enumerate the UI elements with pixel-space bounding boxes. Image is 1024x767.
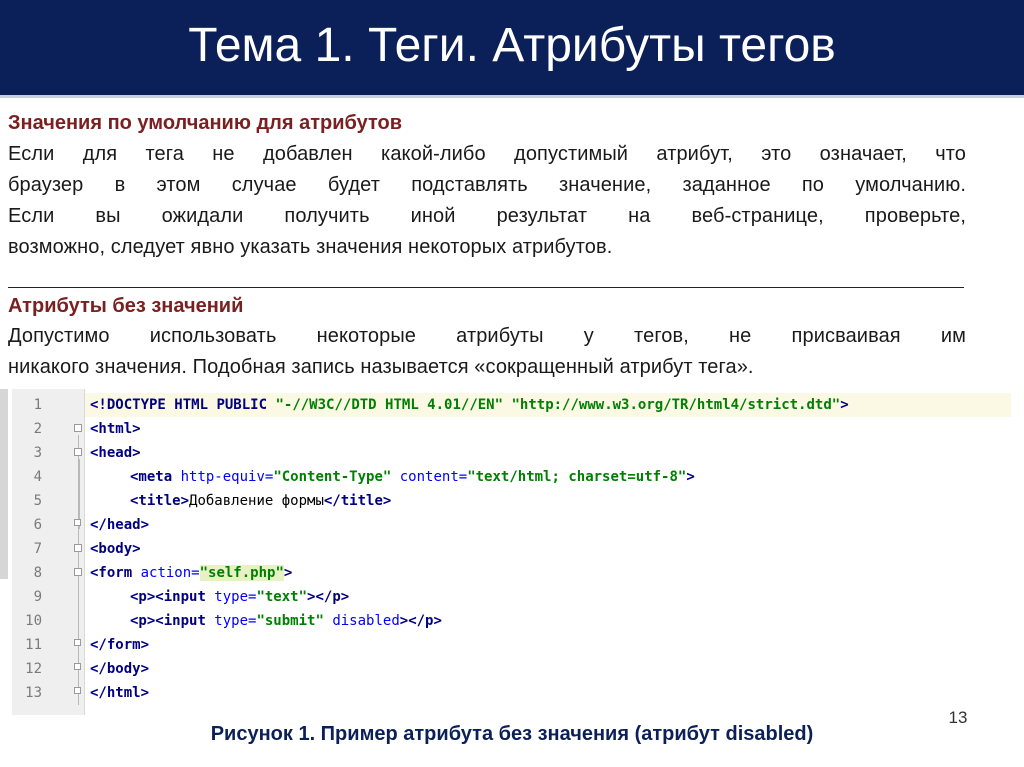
- line-number: 7: [33, 541, 42, 557]
- code-text: <p><input type="text"></p>: [130, 589, 350, 605]
- code-line: [12, 465, 1012, 489]
- line-number: 13: [25, 685, 42, 701]
- fold-toggle-icon[interactable]: [74, 424, 82, 432]
- code-line: [12, 561, 1012, 585]
- paragraph-line: возможно, следует явно указать значения некоторых атрибутов.: [8, 236, 613, 258]
- divider: [8, 287, 964, 288]
- line-number: 3: [33, 445, 42, 461]
- line-number: 11: [25, 637, 42, 653]
- code-line: [12, 633, 1012, 657]
- editor-left-strip: [0, 389, 8, 579]
- section-heading: Атрибуты без значений: [8, 295, 244, 317]
- code-text: <html>: [90, 421, 141, 437]
- code-text: <body>: [90, 541, 141, 557]
- section-attributes-without-values: [8, 293, 966, 383]
- code-line: [12, 585, 1012, 609]
- line-number: 8: [33, 565, 42, 581]
- fold-toggle-icon[interactable]: [74, 568, 82, 576]
- fold-end-icon: [74, 519, 81, 526]
- code-text: <title>Добавление формы</title>: [130, 493, 392, 509]
- code-text: <meta http-equiv="Content-Type" content="text/html; charset=utf-8">: [130, 469, 695, 485]
- line-number: 9: [33, 589, 42, 605]
- code-text: <form action="self.php">: [90, 565, 293, 581]
- code-line: [12, 609, 1012, 633]
- paragraph-line: браузер в этом случае будет подставлять значение, заданное по умолчанию.: [8, 174, 966, 196]
- title-underline: [0, 95, 1024, 98]
- code-text: </form>: [90, 637, 150, 653]
- code-line: [12, 441, 1012, 465]
- line-number: 10: [25, 613, 42, 629]
- fold-toggle-icon[interactable]: [74, 448, 82, 456]
- line-number: 1: [33, 397, 42, 413]
- code-text: </body>: [90, 661, 150, 677]
- code-text: <!DOCTYPE HTML PUBLIC "-//W3C//DTD HTML 4.01//EN" "http://www.w3.org/TR/html4/strict.dtd">: [90, 397, 849, 413]
- paragraph-line: Если вы ожидали получить иной результат на веб-странице, проверьте,: [8, 205, 966, 227]
- line-number: 4: [33, 469, 42, 485]
- line-number: 5: [33, 493, 42, 509]
- code-text: <p><input type="submit" disabled></p>: [130, 613, 442, 629]
- code-text: </head>: [90, 517, 150, 533]
- code-editor: [12, 389, 1013, 715]
- slide-title: Тема 1. Теги. Атрибуты тегов: [188, 19, 836, 72]
- paragraph-line: Допустимо использовать некоторые атрибуты у тегов, не присваивая им: [8, 325, 966, 347]
- code-line: [12, 417, 1012, 441]
- code-line: [12, 393, 1012, 417]
- paragraph-line: Если для тега не добавлен какой-либо допустимый атрибут, это означает, что: [8, 143, 966, 165]
- code-text: </html>: [90, 685, 150, 701]
- code-line: [12, 513, 1012, 537]
- fold-end-icon: [74, 639, 81, 646]
- code-text: <head>: [90, 445, 141, 461]
- code-line: [12, 537, 1012, 561]
- code-line: [12, 489, 1012, 513]
- code-line: [12, 681, 1012, 705]
- line-number: 6: [33, 517, 42, 533]
- code-line: [12, 657, 1012, 681]
- section-heading: Значения по умолчанию для атрибутов: [8, 112, 403, 134]
- paragraph-line: никакого значения. Подобная запись называется «сокращенный атрибут тега».: [8, 356, 754, 378]
- line-number: 12: [25, 661, 42, 677]
- page-number: 13: [948, 708, 968, 727]
- fold-end-icon: [74, 687, 81, 694]
- figure-caption: Рисунок 1. Пример атрибута без значения (атрибут disabled): [210, 723, 814, 745]
- fold-end-icon: [74, 663, 81, 670]
- fold-toggle-icon[interactable]: [74, 544, 82, 552]
- line-number: 2: [33, 421, 42, 437]
- section-default-values: [8, 110, 966, 263]
